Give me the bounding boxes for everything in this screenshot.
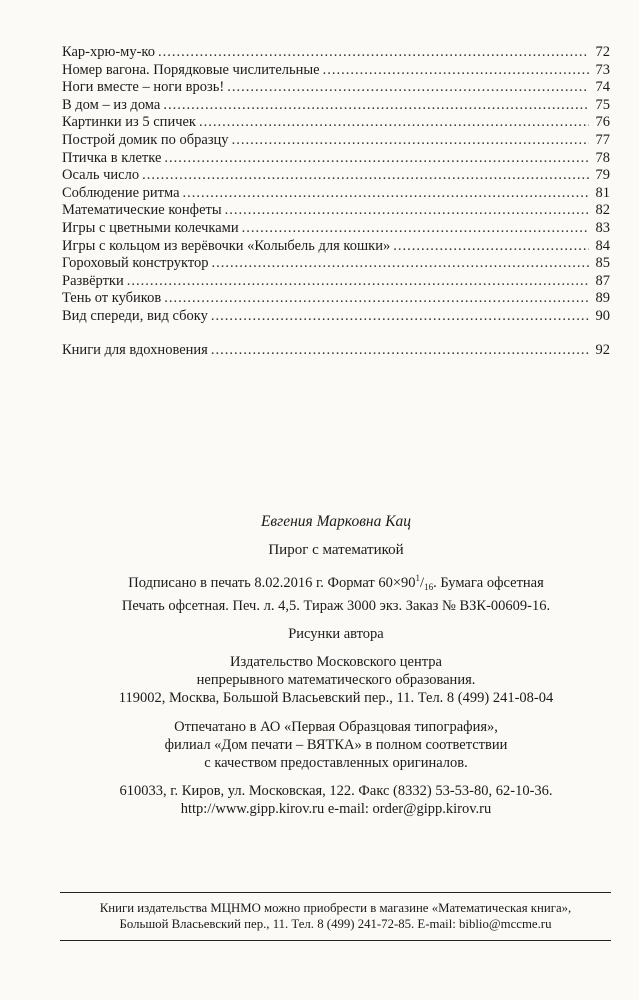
printer-line-1: Отпечатано в АО «Первая Образцовая типография», — [174, 718, 498, 735]
toc-leader-dots — [225, 202, 589, 220]
toc-leader-dots — [142, 167, 589, 185]
publisher-info — [62, 653, 610, 708]
toc-entry-page: 89 — [595, 290, 610, 307]
toc-entry-title: Соблюдение ритма — [62, 184, 180, 201]
toc-entry-page: 74 — [595, 79, 610, 96]
publisher-line-2: непрерывного математического образования. — [196, 672, 476, 689]
toc-entry — [62, 185, 610, 203]
publisher-address: 119002, Москва, Большой Власьевский пер., 11. Тел. 8 (499) 241-08-04 — [118, 690, 554, 707]
toc-entry-page: 85 — [595, 255, 610, 272]
toc-entry-title: Осаль число — [62, 167, 140, 184]
toc-leader-dots — [199, 114, 589, 132]
toc-leader-dots — [232, 132, 589, 150]
toc-leader-dots — [242, 220, 589, 238]
bookstore-notice-line-2: Большой Власьевский пер., 11. Тел. 8 (499) 241-72-85. E-mail: biblio@mccme.ru — [119, 917, 552, 931]
toc-entry-page: 77 — [595, 131, 610, 148]
toc-leader-dots — [227, 79, 589, 97]
toc-entry-title: Гороховый конструктор — [62, 255, 209, 272]
bookstore-notice — [60, 892, 611, 941]
toc-entry-page: 92 — [595, 341, 610, 358]
printer-address: 610033, г. Киров, ул. Московская, 122. Факс (8332) 53-53-80, 62-10-36. — [119, 783, 553, 800]
toc-entry — [62, 342, 610, 360]
toc-leader-dots — [164, 290, 589, 308]
toc-entry — [62, 132, 610, 150]
toc-entry — [62, 255, 610, 273]
toc-leader-dots — [323, 62, 589, 80]
toc-entry — [62, 273, 610, 291]
toc-leader-dots — [127, 273, 589, 291]
print-details-line-1: Подписано в печать 8.02.2016 г. Формат $60\times 90^1/_{16}$. Бумага офсетная — [128, 573, 544, 593]
toc-entry-page: 84 — [595, 237, 610, 254]
toc-entry-title: Построй домик по образцу — [62, 131, 229, 148]
table-of-contents — [62, 44, 610, 359]
toc-entry-page: 90 — [595, 307, 610, 324]
publisher-line-1: Издательство Московского центра — [230, 654, 442, 671]
toc-entry-page: 73 — [595, 61, 610, 78]
toc-entry — [62, 97, 610, 115]
toc-entry-title: Игры с цветными колечками — [62, 219, 239, 236]
toc-entry — [62, 150, 610, 168]
toc-leader-dots — [212, 255, 590, 273]
author-name: Евгения Марковна Кац — [260, 513, 412, 530]
toc-entry — [62, 62, 610, 80]
toc-entry-title: Математические конфеты — [62, 202, 222, 219]
toc-entry-title: В дом – из дома — [62, 96, 161, 113]
printer-info — [62, 718, 610, 773]
toc-entry-page: 83 — [595, 219, 610, 236]
toc-entry — [62, 308, 610, 326]
toc-entry — [62, 238, 610, 256]
illustrations-credit: Рисунки автора — [288, 625, 384, 642]
toc-entry — [62, 114, 610, 132]
toc-leader-dots — [158, 44, 589, 62]
toc-entry-page: 76 — [595, 114, 610, 131]
toc-leader-dots — [163, 97, 589, 115]
toc-entry — [62, 202, 610, 220]
toc-entry-title: Развёртки — [62, 272, 124, 289]
toc-leader-dots — [183, 185, 589, 203]
toc-entry — [62, 167, 610, 185]
bookstore-notice-line-1: Книги издательства МЦНМО можно приобрести в магазине «Математическая книга», — [99, 901, 572, 915]
toc-entry-page: 81 — [595, 184, 610, 201]
imprint-block — [62, 513, 610, 829]
printer-line-2: филиал «Дом печати – ВЯТКА» в полном соответствии — [164, 736, 508, 753]
toc-entry-title: Игры с кольцом из верёвочки «Колыбель для кошки» — [62, 237, 391, 254]
toc-entry-title: Тень от кубиков — [62, 290, 162, 307]
printer-web-email: http://www.gipp.kirov.ru e-mail: order@gipp.kirov.ru — [180, 801, 492, 818]
print-details — [62, 569, 610, 614]
toc-entry-page: 72 — [595, 44, 610, 60]
toc-entry-page: 75 — [595, 96, 610, 113]
toc-entry-title: Номер вагона. Порядковые числительные — [62, 61, 320, 78]
toc-entry-title: Книги для вдохновения — [62, 341, 208, 358]
toc-entry — [62, 79, 610, 97]
toc-entry-page: 82 — [595, 202, 610, 219]
toc-entry-title: Птичка в клетке — [62, 149, 162, 166]
toc-entry-page: 87 — [595, 272, 610, 289]
toc-entry — [62, 220, 610, 238]
toc-spacer — [62, 326, 610, 342]
toc-leader-dots — [211, 342, 589, 360]
print-details-line-2: Печать офсетная. Печ. л. 4,5. Тираж 3000 экз. Заказ № ВЗК-00609-16. — [121, 597, 551, 614]
toc-entry-title: Кар-хрю-му-ко — [62, 44, 155, 60]
toc-entry — [62, 44, 610, 62]
toc-leader-dots — [393, 238, 589, 256]
toc-entry-title: Картинки из 5 спичек — [62, 114, 196, 131]
book-title: Пирог с математикой — [268, 542, 404, 559]
toc-entry-title: Вид спереди, вид сбоку — [62, 307, 208, 324]
toc-entry-page: 79 — [595, 167, 610, 184]
toc-leader-dots — [211, 308, 589, 326]
toc-entry-page: 78 — [595, 149, 610, 166]
toc-entry-title: Ноги вместе – ноги врозь! — [62, 79, 225, 96]
toc-leader-dots — [164, 150, 589, 168]
toc-entry — [62, 290, 610, 308]
printer-line-3: с качеством предоставленных оригиналов. — [204, 755, 468, 772]
printer-contacts — [62, 782, 610, 818]
